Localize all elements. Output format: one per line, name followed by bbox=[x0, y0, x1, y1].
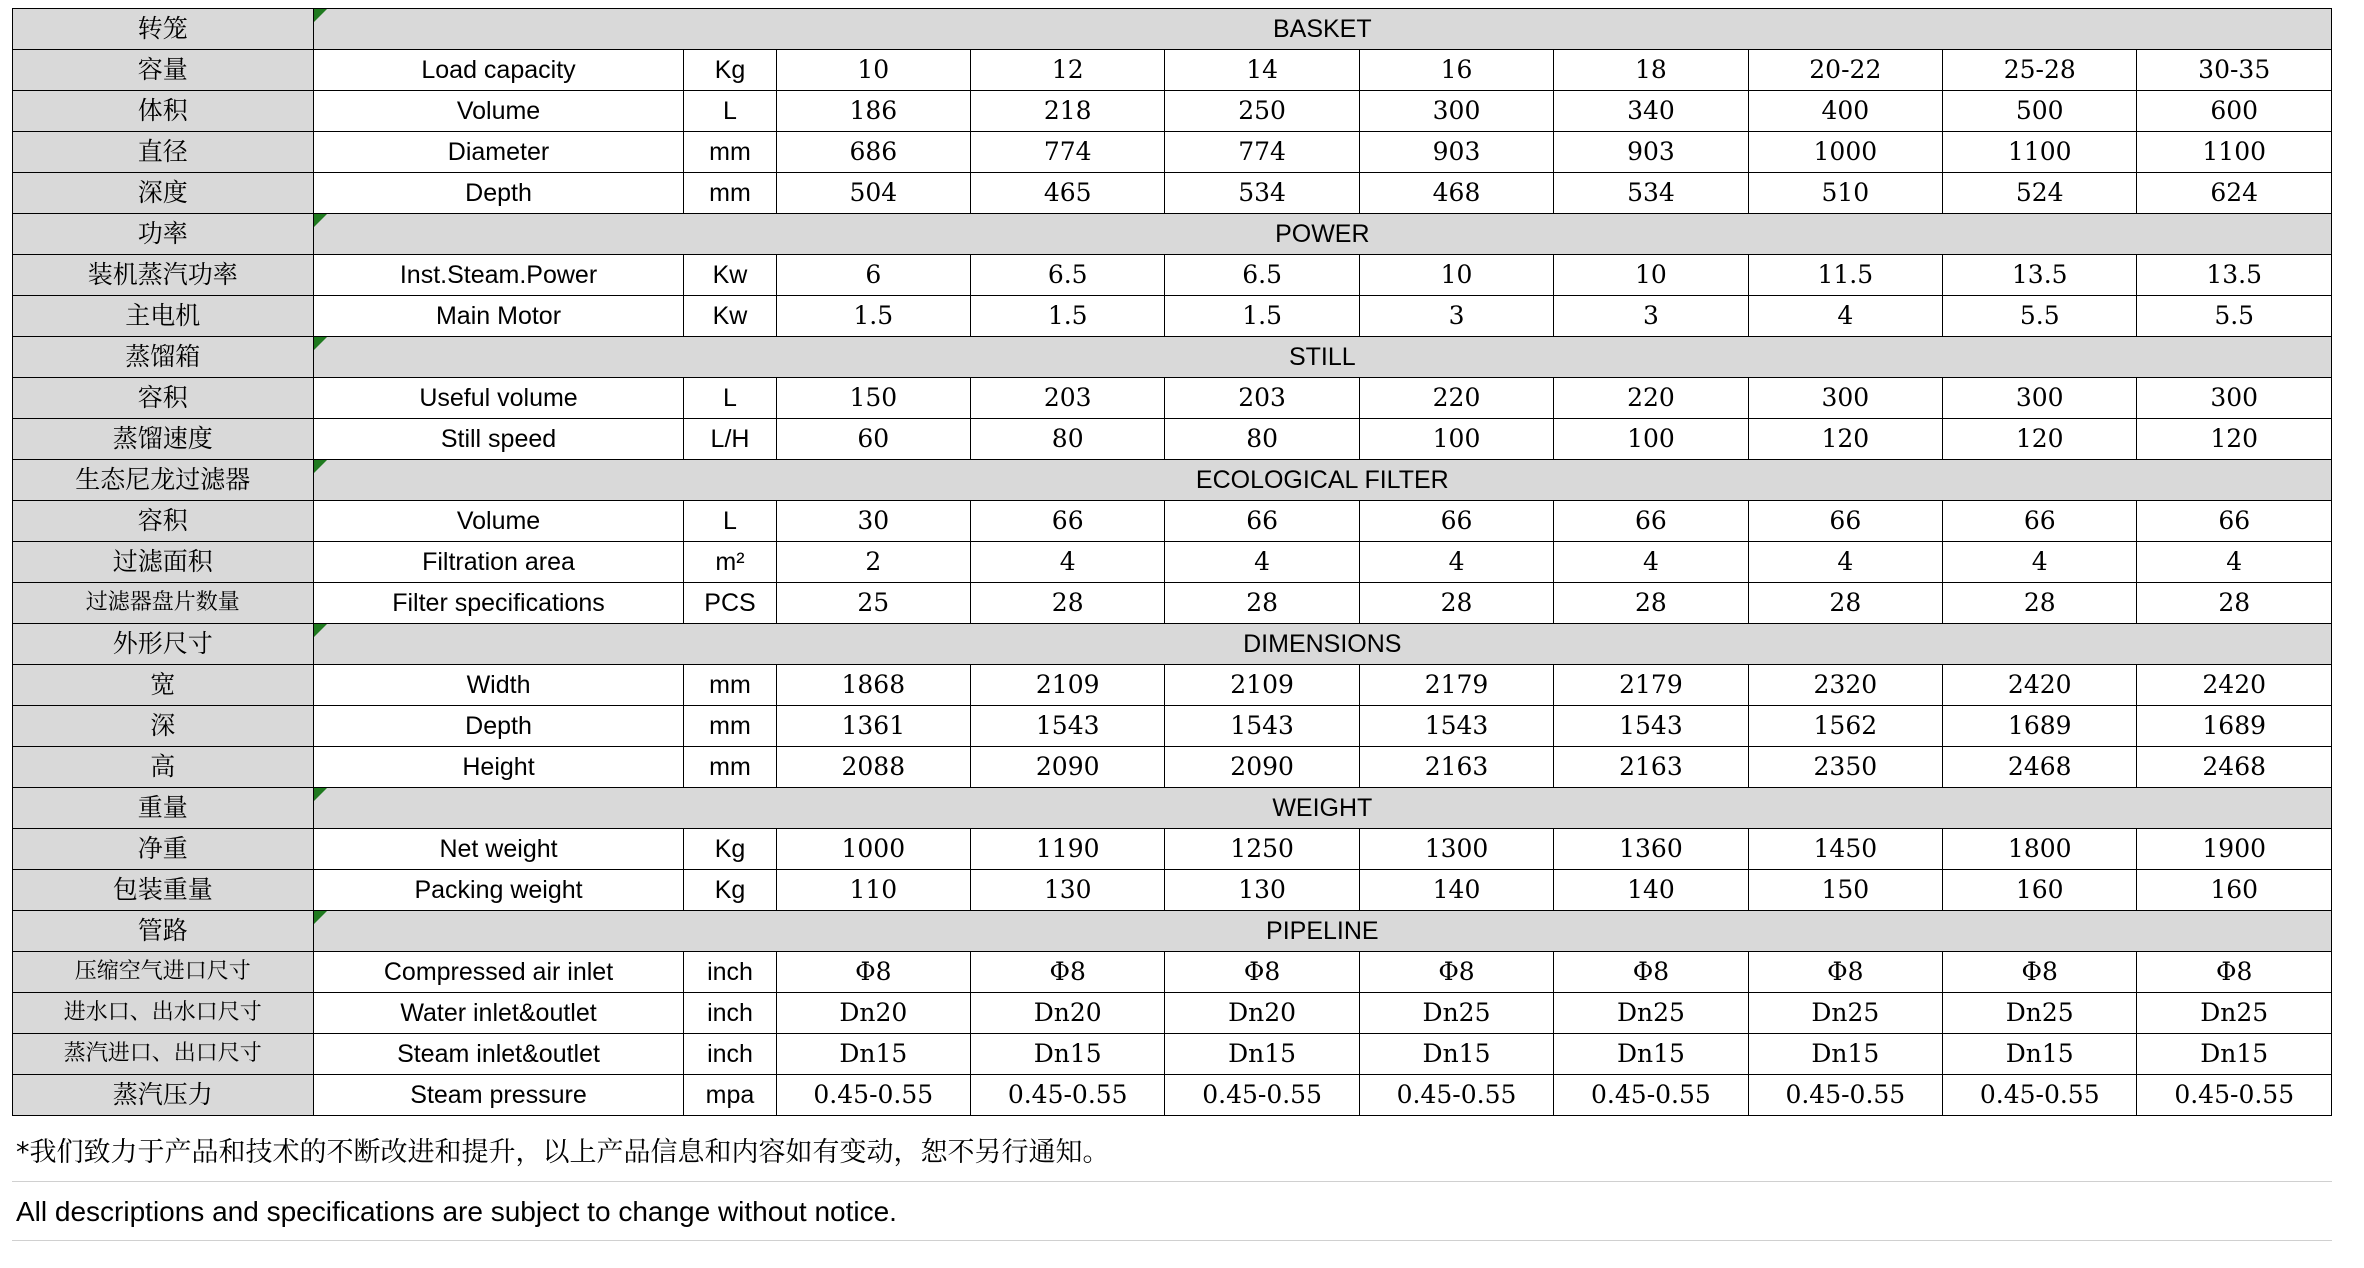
row-value: 300 bbox=[1359, 91, 1553, 132]
section-header-row bbox=[13, 460, 2332, 501]
row-value: 1300 bbox=[1359, 829, 1553, 870]
row-value: 130 bbox=[1165, 870, 1359, 911]
row-value: 2088 bbox=[776, 747, 970, 788]
table-row bbox=[13, 1034, 2332, 1075]
row-value: 1190 bbox=[971, 829, 1165, 870]
row-unit: L bbox=[684, 378, 776, 419]
row-label-en: Water inlet&outlet bbox=[313, 993, 684, 1034]
row-value: 3 bbox=[1359, 296, 1553, 337]
row-label-en: Net weight bbox=[313, 829, 684, 870]
row-value: 28 bbox=[1554, 583, 1748, 624]
row-value: 220 bbox=[1554, 378, 1748, 419]
row-value: 10 bbox=[1554, 255, 1748, 296]
row-label-cn: 蒸汽压力 bbox=[13, 1075, 314, 1116]
row-label-cn: 容积 bbox=[13, 378, 314, 419]
section-title-en bbox=[313, 337, 2331, 378]
section-title-text: POWER bbox=[1275, 219, 1370, 248]
row-value: Dn15 bbox=[1943, 1034, 2137, 1075]
row-value: 18 bbox=[1554, 50, 1748, 91]
row-value: Φ8 bbox=[1359, 952, 1553, 993]
row-value: 28 bbox=[1165, 583, 1359, 624]
row-value: Dn25 bbox=[1943, 993, 2137, 1034]
row-value: 2 bbox=[776, 542, 970, 583]
table-row bbox=[13, 173, 2332, 214]
row-value: 2109 bbox=[971, 665, 1165, 706]
row-value: 80 bbox=[1165, 419, 1359, 460]
row-unit: L bbox=[684, 501, 776, 542]
row-label-en: Inst.Steam.Power bbox=[313, 255, 684, 296]
note-text-chinese: *我们致力于产品和技术的不断改进和提升，以上产品信息和内容如有变动，恕不另行通知。 bbox=[16, 1137, 1110, 1168]
row-label-cn: 进水口、出水口尺寸 bbox=[13, 993, 314, 1034]
row-unit: Kg bbox=[684, 50, 776, 91]
row-label-en: Depth bbox=[313, 173, 684, 214]
row-label-cn: 体积 bbox=[13, 91, 314, 132]
row-label-cn: 蒸馏速度 bbox=[13, 419, 314, 460]
row-value: 5.5 bbox=[2137, 296, 2332, 337]
section-title-text: PIPELINE bbox=[1266, 916, 1379, 945]
row-unit: PCS bbox=[684, 583, 776, 624]
table-row bbox=[13, 501, 2332, 542]
note-row-chinese bbox=[12, 1116, 2332, 1182]
row-value: 1689 bbox=[1943, 706, 2137, 747]
row-value: 12 bbox=[971, 50, 1165, 91]
row-label-cn: 直径 bbox=[13, 132, 314, 173]
row-value: 160 bbox=[2137, 870, 2332, 911]
row-value: 150 bbox=[776, 378, 970, 419]
row-value: 0.45-0.55 bbox=[971, 1075, 1165, 1116]
section-header-row bbox=[13, 911, 2332, 952]
row-value: 220 bbox=[1359, 378, 1553, 419]
row-value: 203 bbox=[1165, 378, 1359, 419]
row-value: 0.45-0.55 bbox=[2137, 1075, 2332, 1116]
row-value: 4 bbox=[1748, 542, 1942, 583]
row-unit: mm bbox=[684, 706, 776, 747]
row-value: 100 bbox=[1359, 419, 1553, 460]
row-label-cn: 装机蒸汽功率 bbox=[13, 255, 314, 296]
row-value: 4 bbox=[971, 542, 1165, 583]
row-unit: inch bbox=[684, 993, 776, 1034]
row-value: 400 bbox=[1748, 91, 1942, 132]
row-value: 110 bbox=[776, 870, 970, 911]
row-value: 903 bbox=[1554, 132, 1748, 173]
row-label-en: Width bbox=[313, 665, 684, 706]
row-label-en: Height bbox=[313, 747, 684, 788]
row-value: 2179 bbox=[1359, 665, 1553, 706]
section-title-text: STILL bbox=[1288, 342, 1356, 371]
section-label-cn: 管路 bbox=[13, 911, 314, 952]
row-value: 66 bbox=[971, 501, 1165, 542]
row-value: 0.45-0.55 bbox=[1748, 1075, 1942, 1116]
row-value: 1900 bbox=[2137, 829, 2332, 870]
row-value: 2468 bbox=[2137, 747, 2332, 788]
specifications-table bbox=[12, 8, 2332, 1116]
row-value: 686 bbox=[776, 132, 970, 173]
comment-marker-icon bbox=[314, 788, 327, 801]
row-value: 6.5 bbox=[971, 255, 1165, 296]
row-value: 1360 bbox=[1554, 829, 1748, 870]
row-unit: L bbox=[684, 91, 776, 132]
row-value: Dn25 bbox=[2137, 993, 2332, 1034]
table-row bbox=[13, 255, 2332, 296]
section-header-row bbox=[13, 9, 2332, 50]
row-unit: L/H bbox=[684, 419, 776, 460]
row-value: 0.45-0.55 bbox=[1943, 1075, 2137, 1116]
row-value: 2109 bbox=[1165, 665, 1359, 706]
row-label-cn: 蒸汽进口、出口尺寸 bbox=[13, 1034, 314, 1075]
comment-marker-icon bbox=[314, 214, 327, 227]
row-value: 300 bbox=[1748, 378, 1942, 419]
row-value: 150 bbox=[1748, 870, 1942, 911]
row-value: 340 bbox=[1554, 91, 1748, 132]
row-value: Φ8 bbox=[1554, 952, 1748, 993]
comment-marker-icon bbox=[314, 911, 327, 924]
section-header-row bbox=[13, 337, 2332, 378]
row-value: 1868 bbox=[776, 665, 970, 706]
row-value: Φ8 bbox=[1748, 952, 1942, 993]
row-value: 5.5 bbox=[1943, 296, 2137, 337]
table-row bbox=[13, 706, 2332, 747]
row-value: 1562 bbox=[1748, 706, 1942, 747]
section-header-row bbox=[13, 624, 2332, 665]
row-label-en: Useful volume bbox=[313, 378, 684, 419]
section-title-text: BASKET bbox=[1272, 14, 1372, 43]
row-value: Φ8 bbox=[776, 952, 970, 993]
row-value: 28 bbox=[1359, 583, 1553, 624]
row-value: 1.5 bbox=[971, 296, 1165, 337]
section-label-cn: 转笼 bbox=[13, 9, 314, 50]
row-value: Φ8 bbox=[2137, 952, 2332, 993]
row-value: 30-35 bbox=[2137, 50, 2332, 91]
row-value: 2420 bbox=[1943, 665, 2137, 706]
row-value: 28 bbox=[2137, 583, 2332, 624]
row-value: Dn20 bbox=[1165, 993, 1359, 1034]
row-value: 2468 bbox=[1943, 747, 2137, 788]
spec-sheet bbox=[0, 8, 2364, 1268]
section-label-cn: 外形尺寸 bbox=[13, 624, 314, 665]
note-text-english: All descriptions and specifications are subject to change without notice. bbox=[16, 1196, 897, 1227]
row-value: 28 bbox=[1943, 583, 2137, 624]
row-value: 2163 bbox=[1554, 747, 1748, 788]
row-value: 13.5 bbox=[1943, 255, 2137, 296]
row-value: 66 bbox=[1748, 501, 1942, 542]
row-value: 903 bbox=[1359, 132, 1553, 173]
row-label-cn: 深 bbox=[13, 706, 314, 747]
row-value: 1543 bbox=[1359, 706, 1553, 747]
table-row bbox=[13, 91, 2332, 132]
section-title-en bbox=[313, 624, 2331, 665]
row-value: 0.45-0.55 bbox=[776, 1075, 970, 1116]
table-row bbox=[13, 542, 2332, 583]
row-value: 2090 bbox=[1165, 747, 1359, 788]
row-value: 28 bbox=[971, 583, 1165, 624]
table-row bbox=[13, 296, 2332, 337]
section-label-cn: 生态尼龙过滤器 bbox=[13, 460, 314, 501]
section-title-text: ECOLOGICAL FILTER bbox=[1195, 465, 1449, 494]
table-row bbox=[13, 829, 2332, 870]
table-row bbox=[13, 1075, 2332, 1116]
row-value: 534 bbox=[1554, 173, 1748, 214]
table-row bbox=[13, 132, 2332, 173]
row-label-cn: 宽 bbox=[13, 665, 314, 706]
section-header-row bbox=[13, 788, 2332, 829]
row-value: 186 bbox=[776, 91, 970, 132]
row-value: 1250 bbox=[1165, 829, 1359, 870]
row-value: 1689 bbox=[2137, 706, 2332, 747]
table-row bbox=[13, 583, 2332, 624]
row-value: 4 bbox=[2137, 542, 2332, 583]
notes-block bbox=[12, 1116, 2332, 1241]
row-label-cn: 容量 bbox=[13, 50, 314, 91]
row-value: 250 bbox=[1165, 91, 1359, 132]
row-value: 10 bbox=[776, 50, 970, 91]
row-value: 66 bbox=[2137, 501, 2332, 542]
row-label-en: Still speed bbox=[313, 419, 684, 460]
row-value: 1543 bbox=[1165, 706, 1359, 747]
row-label-cn: 过滤面积 bbox=[13, 542, 314, 583]
row-value: Φ8 bbox=[1943, 952, 2137, 993]
row-label-en: Load capacity bbox=[313, 50, 684, 91]
row-value: 140 bbox=[1359, 870, 1553, 911]
comment-marker-icon bbox=[314, 460, 327, 473]
row-value: 500 bbox=[1943, 91, 2137, 132]
row-value: 60 bbox=[776, 419, 970, 460]
section-title-text: DIMENSIONS bbox=[1243, 629, 1402, 658]
row-value: Dn25 bbox=[1554, 993, 1748, 1034]
row-label-cn: 过滤器盘片数量 bbox=[13, 583, 314, 624]
row-label-en: Depth bbox=[313, 706, 684, 747]
row-value: Φ8 bbox=[1165, 952, 1359, 993]
row-value: 774 bbox=[1165, 132, 1359, 173]
note-row-english bbox=[12, 1182, 2332, 1241]
row-value: Dn15 bbox=[1554, 1034, 1748, 1075]
row-label-cn: 容积 bbox=[13, 501, 314, 542]
row-value: Dn25 bbox=[1748, 993, 1942, 1034]
section-title-en bbox=[313, 9, 2331, 50]
comment-marker-icon bbox=[314, 624, 327, 637]
row-value: 2320 bbox=[1748, 665, 1942, 706]
row-value: Dn20 bbox=[971, 993, 1165, 1034]
table-row bbox=[13, 870, 2332, 911]
row-value: 3 bbox=[1554, 296, 1748, 337]
row-value: Dn20 bbox=[776, 993, 970, 1034]
row-label-cn: 高 bbox=[13, 747, 314, 788]
row-value: 2179 bbox=[1554, 665, 1748, 706]
row-value: 1000 bbox=[776, 829, 970, 870]
row-value: Dn15 bbox=[776, 1034, 970, 1075]
row-value: 66 bbox=[1943, 501, 2137, 542]
row-value: 11.5 bbox=[1748, 255, 1942, 296]
row-value: Dn15 bbox=[2137, 1034, 2332, 1075]
row-unit: inch bbox=[684, 1034, 776, 1075]
row-value: 6.5 bbox=[1165, 255, 1359, 296]
row-value: 120 bbox=[2137, 419, 2332, 460]
row-value: 600 bbox=[2137, 91, 2332, 132]
section-label-cn: 蒸馏箱 bbox=[13, 337, 314, 378]
row-label-en: Volume bbox=[313, 91, 684, 132]
row-value: 120 bbox=[1748, 419, 1942, 460]
row-unit: mm bbox=[684, 747, 776, 788]
row-unit: Kg bbox=[684, 870, 776, 911]
row-label-en: Steam pressure bbox=[313, 1075, 684, 1116]
row-value: 624 bbox=[2137, 173, 2332, 214]
row-value: 0.45-0.55 bbox=[1165, 1075, 1359, 1116]
row-value: 1100 bbox=[1943, 132, 2137, 173]
row-value: 1361 bbox=[776, 706, 970, 747]
row-value: 465 bbox=[971, 173, 1165, 214]
row-value: 524 bbox=[1943, 173, 2137, 214]
row-value: 4 bbox=[1165, 542, 1359, 583]
row-label-cn: 主电机 bbox=[13, 296, 314, 337]
row-value: 1543 bbox=[1554, 706, 1748, 747]
row-value: 4 bbox=[1943, 542, 2137, 583]
table-row bbox=[13, 665, 2332, 706]
row-label-cn: 压缩空气进口尺寸 bbox=[13, 952, 314, 993]
row-label-en: Compressed air inlet bbox=[313, 952, 684, 993]
row-value: 774 bbox=[971, 132, 1165, 173]
row-value: Dn15 bbox=[1748, 1034, 1942, 1075]
row-value: 300 bbox=[2137, 378, 2332, 419]
row-value: 14 bbox=[1165, 50, 1359, 91]
section-title-en bbox=[313, 214, 2331, 255]
table-row bbox=[13, 993, 2332, 1034]
row-value: 4 bbox=[1748, 296, 1942, 337]
row-unit: mpa bbox=[684, 1075, 776, 1116]
row-label-cn: 净重 bbox=[13, 829, 314, 870]
row-value: 66 bbox=[1359, 501, 1553, 542]
row-label-cn: 包装重量 bbox=[13, 870, 314, 911]
table-row bbox=[13, 952, 2332, 993]
comment-marker-icon bbox=[314, 337, 327, 350]
row-label-en: Filtration area bbox=[313, 542, 684, 583]
row-value: 80 bbox=[971, 419, 1165, 460]
row-value: 25-28 bbox=[1943, 50, 2137, 91]
row-value: 1450 bbox=[1748, 829, 1942, 870]
row-unit: mm bbox=[684, 132, 776, 173]
row-label-cn: 深度 bbox=[13, 173, 314, 214]
row-unit: Kg bbox=[684, 829, 776, 870]
row-value: 6 bbox=[776, 255, 970, 296]
row-value: 0.45-0.55 bbox=[1554, 1075, 1748, 1116]
row-value: 4 bbox=[1359, 542, 1553, 583]
row-label-en: Packing weight bbox=[313, 870, 684, 911]
table-row bbox=[13, 378, 2332, 419]
row-value: 100 bbox=[1554, 419, 1748, 460]
row-value: 120 bbox=[1943, 419, 2137, 460]
row-value: 140 bbox=[1554, 870, 1748, 911]
row-label-en: Diameter bbox=[313, 132, 684, 173]
row-value: 13.5 bbox=[2137, 255, 2332, 296]
row-unit: mm bbox=[684, 665, 776, 706]
row-value: 2163 bbox=[1359, 747, 1553, 788]
row-value: 1000 bbox=[1748, 132, 1942, 173]
row-unit: Kw bbox=[684, 296, 776, 337]
row-value: Dn25 bbox=[1359, 993, 1553, 1034]
table-row bbox=[13, 419, 2332, 460]
specifications-body bbox=[13, 9, 2332, 1116]
row-unit: Kw bbox=[684, 255, 776, 296]
row-value: 218 bbox=[971, 91, 1165, 132]
row-value: 510 bbox=[1748, 173, 1942, 214]
row-value: 504 bbox=[776, 173, 970, 214]
table-row bbox=[13, 747, 2332, 788]
row-value: 66 bbox=[1165, 501, 1359, 542]
section-label-cn: 功率 bbox=[13, 214, 314, 255]
row-value: 2420 bbox=[2137, 665, 2332, 706]
row-value: 28 bbox=[1748, 583, 1942, 624]
row-value: 1543 bbox=[971, 706, 1165, 747]
section-header-row bbox=[13, 214, 2332, 255]
row-value: 534 bbox=[1165, 173, 1359, 214]
row-value: 160 bbox=[1943, 870, 2137, 911]
section-title-en bbox=[313, 911, 2331, 952]
section-label-cn: 重量 bbox=[13, 788, 314, 829]
row-value: 130 bbox=[971, 870, 1165, 911]
row-value: 30 bbox=[776, 501, 970, 542]
section-title-en bbox=[313, 788, 2331, 829]
row-label-en: Main Motor bbox=[313, 296, 684, 337]
row-label-en: Filter specifications bbox=[313, 583, 684, 624]
row-value: 2350 bbox=[1748, 747, 1942, 788]
row-value: 2090 bbox=[971, 747, 1165, 788]
row-value: 0.45-0.55 bbox=[1359, 1075, 1553, 1116]
row-unit: mm bbox=[684, 173, 776, 214]
row-value: 66 bbox=[1554, 501, 1748, 542]
table-row bbox=[13, 50, 2332, 91]
row-value: Dn15 bbox=[971, 1034, 1165, 1075]
row-value: 1.5 bbox=[1165, 296, 1359, 337]
comment-marker-icon bbox=[314, 9, 327, 22]
row-label-en: Steam inlet&outlet bbox=[313, 1034, 684, 1075]
row-value: Φ8 bbox=[971, 952, 1165, 993]
row-unit: m² bbox=[684, 542, 776, 583]
section-title-text: WEIGHT bbox=[1272, 793, 1373, 822]
row-value: 10 bbox=[1359, 255, 1553, 296]
row-value: 203 bbox=[971, 378, 1165, 419]
row-label-en: Volume bbox=[313, 501, 684, 542]
row-value: Dn15 bbox=[1359, 1034, 1553, 1075]
row-value: 4 bbox=[1554, 542, 1748, 583]
row-value: 16 bbox=[1359, 50, 1553, 91]
row-value: 20-22 bbox=[1748, 50, 1942, 91]
row-value: 25 bbox=[776, 583, 970, 624]
row-value: 468 bbox=[1359, 173, 1553, 214]
row-value: 1100 bbox=[2137, 132, 2332, 173]
row-value: 1.5 bbox=[776, 296, 970, 337]
row-value: Dn15 bbox=[1165, 1034, 1359, 1075]
row-value: 1800 bbox=[1943, 829, 2137, 870]
row-value: 300 bbox=[1943, 378, 2137, 419]
section-title-en bbox=[313, 460, 2331, 501]
row-unit: inch bbox=[684, 952, 776, 993]
